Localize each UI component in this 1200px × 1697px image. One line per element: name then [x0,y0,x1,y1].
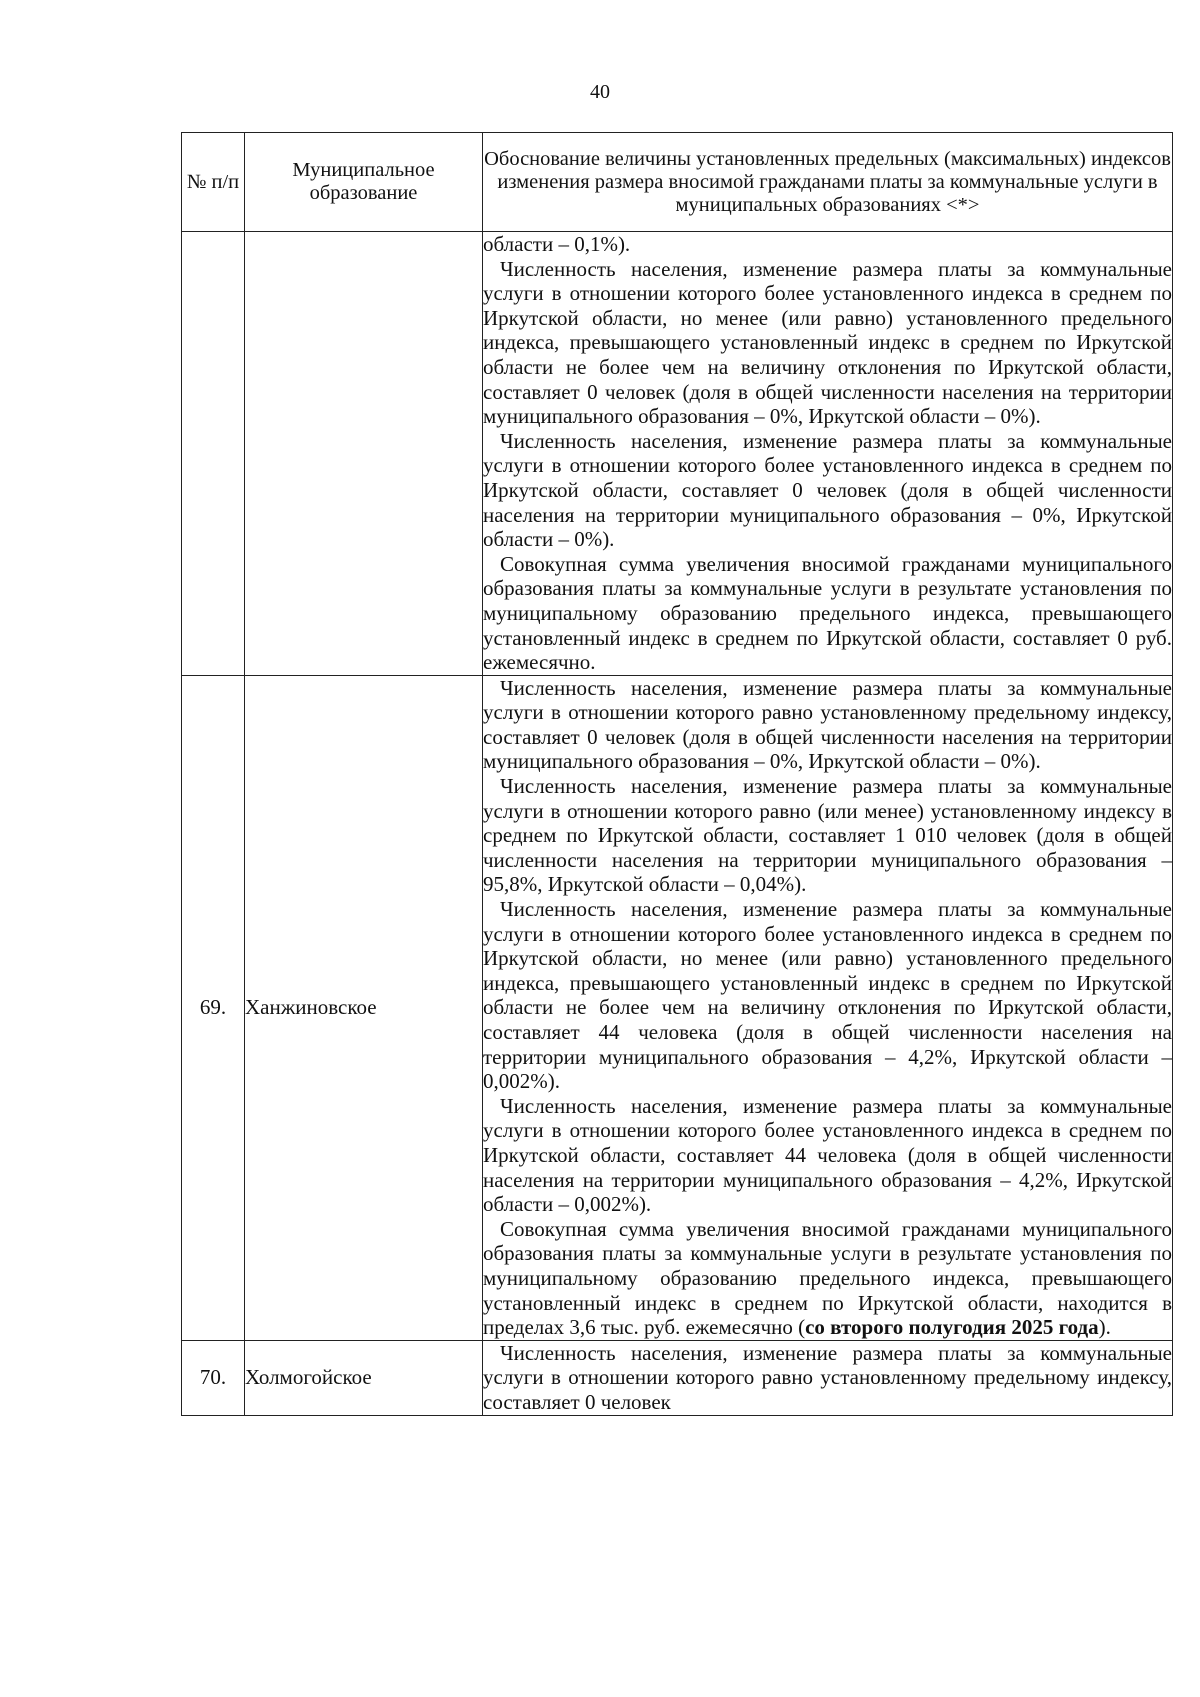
row-municipality [245,232,483,676]
justification-table [181,132,1173,1416]
justification-paragraph: Численность населения, изменение размера платы за коммунальные услуги в отношении которого более установленного индекса в среднем по Иркутской области, но менее (или равно) установленного предельного индекса, превышающего установленный индекс в среднем по Иркутской области не более чем на величину отклонения по Иркутской области, составляет 44 человека (доля в общей численности населения на территории муниципального образования – 4,2%, Иркутской области – 0,002%). [483,897,1172,1094]
justification-paragraph: области – 0,1%). [483,232,631,256]
header-justification: Обоснование величины установленных предельных (максимальных) индексов изменения размера вносимой гражданами платы за коммунальные услуги в муниципальных образованиях <*> [483,133,1173,232]
row-justification [483,675,1173,1340]
justification-paragraph: Численность населения, изменение размера платы за коммунальные услуги в отношении которого более установленного индекса в среднем по Иркутской области, составляет 0 человек (доля в общей численности населения на территории муниципального образования – 0%, Иркутской области – 0%). [483,428,1172,552]
table-header-row [182,133,1173,232]
header-municipality: Муниципальное образование [245,133,483,232]
page-number: 40 [590,81,610,103]
justification-paragraph: Совокупная сумма увеличения вносимой гражданами муниципального образования платы за коммунальные услуги в результате установления по муниципальному образованию предельного индекса, превышающего установленный индекс в среднем по Иркутской области, составляет 0 руб. ежемесячно. [483,551,1172,675]
table-row [182,1340,1173,1415]
justification-paragraph: Численность населения, изменение размера платы за коммунальные услуги в отношении которого более установленного индекса в среднем по Иркутской области, составляет 44 человека (доля в общей численности населения на территории муниципального образования – 4,2%, Иркутской области – 0,002%). [483,1093,1172,1217]
row-num [182,232,245,676]
justification-paragraph: Численность населения, изменение размера платы за коммунальные услуги в отношении которого равно установленному предельному индексу, составляет 0 человек [483,1340,1172,1414]
row-municipality: Холмогойское [245,1340,483,1415]
justification-paragraph: Численность населения, изменение размера платы за коммунальные услуги в отношении которого более установленного индекса в среднем по Иркутской области, но менее (или равно) установленного предельного индекса, превышающего установленный индекс в среднем по Иркутской области не более чем на величину отклонения по Иркутской области, составляет 0 человек (доля в общей численности населения на территории муниципального образования – 0%, Иркутской области – 0%). [483,256,1172,429]
row-municipality: Ханжиновское [245,675,483,1340]
paragraph-tail: ). [1098,1315,1111,1340]
row-num: 69. [182,675,245,1340]
header-num: № п/п [182,133,245,232]
row-justification [483,232,1173,676]
row-justification [483,1340,1173,1415]
justification-paragraph: Численность населения, изменение размера платы за коммунальные услуги в отношении которого равно установленному предельному индексу, составляет 0 человек (доля в общей численности населения на территории муниципального образования – 0%, Иркутской области – 0%). [483,675,1172,774]
paragraph-text: Совокупная сумма увеличения вносимой гражданами муниципального образования платы за коммунальные услуги в результате установления по муниципальному образованию предельного индекса, превышающего установленный индекс в среднем по Иркутской области, находится в пределах 3,6 тыс. руб. ежемесячно ( [483,1216,1172,1340]
table-row [182,675,1173,1340]
row-num: 70. [182,1340,245,1415]
bold-period-text: со второго полугодия 2025 года [805,1315,1099,1340]
justification-paragraph [483,1217,1172,1340]
justification-paragraph: Численность населения, изменение размера платы за коммунальные услуги в отношении которого равно (или менее) установленному индексу в среднем по Иркутской области, составляет 1 010 человек (доля в общей численности населения на территории муниципального образования – 95,8%, Иркутской области – 0,04%). [483,774,1172,897]
table-row [182,232,1173,676]
